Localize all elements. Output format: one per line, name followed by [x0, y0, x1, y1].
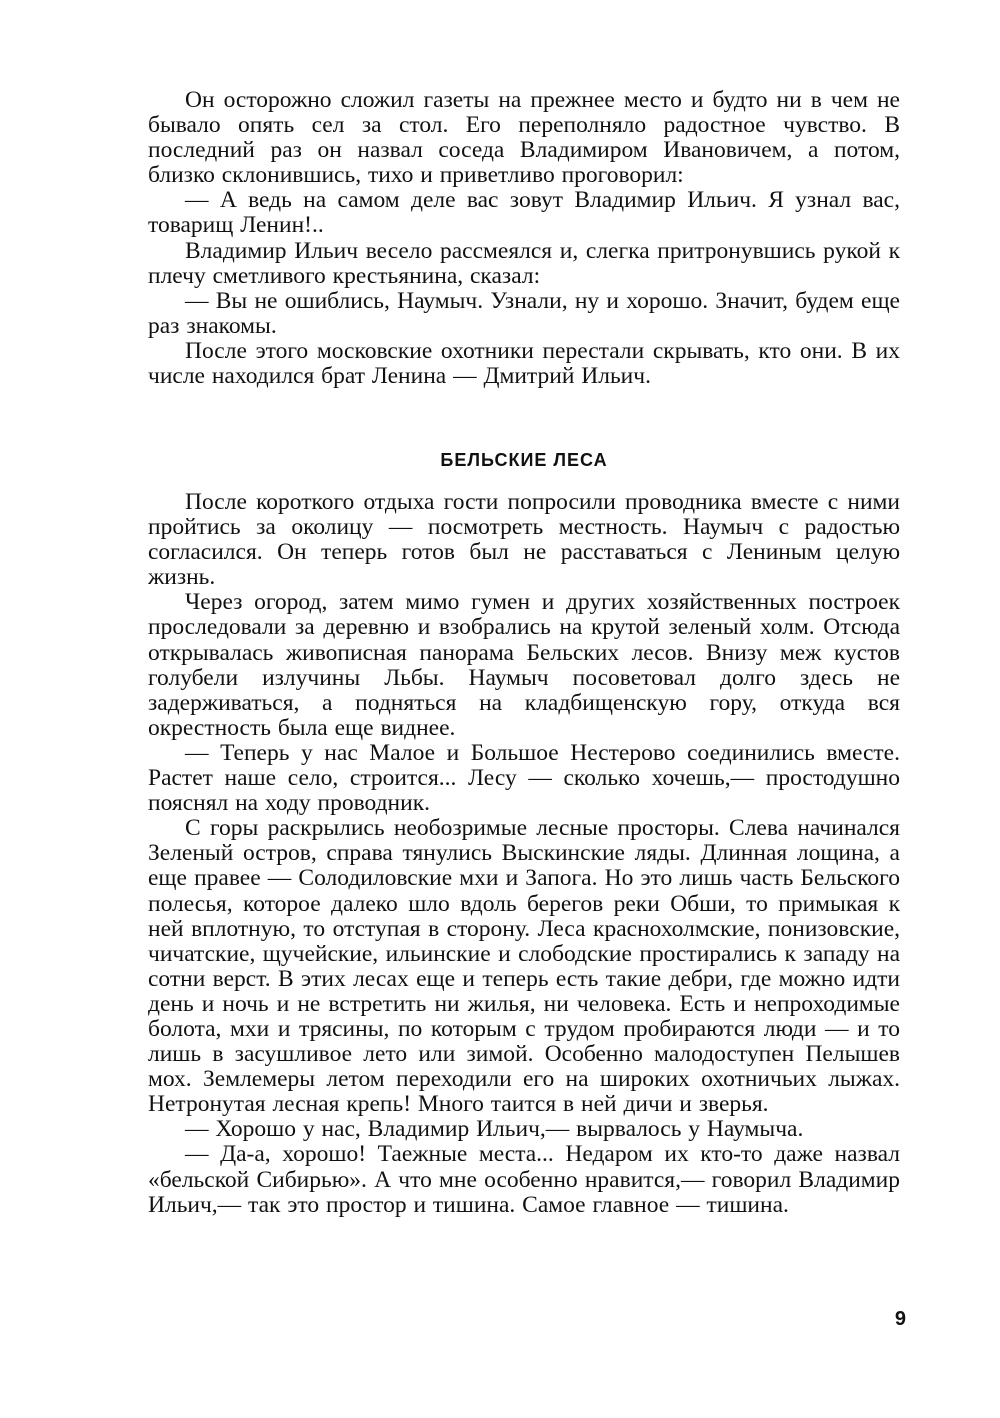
chapter-heading: БЕЛЬСКИЕ ЛЕСА: [440, 450, 608, 470]
text-section-2: [148, 490, 900, 1218]
paragraph: — А ведь на самом деле вас зовут Владимир Ильич. Я узнал вас, товарищ Ленин!..: [148, 187, 900, 239]
paragraph: Он осторожно сложил газеты на прежнее место и будто ни в чем не бывало опять сел за стол. Его переполняло радостное чувство. В последний раз он назвал соседа Владимиром Ивановичем, а потом, близко склонившись, тихо и приветливо проговорил:: [148, 87, 900, 189]
paragraph: С горы раскрылись необозримые лесные просторы. Слева начинался Зеленый остров, справа тянулись Выскинские ляды. Длинная лощина, а еще правее — Солодиловские мхи и Запога. Но это лишь часть Бельского полесья, которое далеко шло вдоль берегов реки Обши, то примыкая к ней вплотную, то отступая в сторону. Леса краснохолмские, понизовские, чичатские, щучейские, ильинские и слободские простирались к западу на сотни верст. В этих лесах еще и теперь есть такие дебри, где можно идти день и ночь и не встретить ни жилья, ни человека. Есть и непроходимые болота, мхи и трясины, по которым с трудом пробираются люди — и то лишь в засушливое лето или зимой. Особенно малодоступен Пелышев мох. Землемеры летом переходили его на широких охотничьих лыжах. Нетронутая лесная крепь! Много таится в ней дичи и зверья.: [148, 815, 900, 1118]
paragraph: Владимир Ильич весело рассмеялся и, слегка притронувшись рукой к плечу сметливого крестьянина, сказал:: [148, 237, 900, 289]
paragraph: После короткого отдыха гости попросили проводника вместе с ними пройтись за околицу — посмотреть местность. Наумыч с радостью согласился. Он теперь готов был не расставаться с Лениным целую жизнь.: [148, 489, 900, 591]
paragraph: — Хорошо у нас, Владимир Ильич,— вырвалось у Наумыча.: [185, 1116, 804, 1143]
page-number: 9: [894, 1308, 906, 1330]
paragraph: Через огород, затем мимо гумен и других хозяйственных построек проследовали за деревню и взобрались на крутой зеленый холм. Отсюда открывалась живописная панорама Бельских лесов. Внизу меж кустов голубели излучины Льбы. Наумыч посоветовал долго здесь не задерживаться, а подняться на кладбищенскую гору, откуда вся окрестность была еще виднее.: [148, 589, 900, 741]
paragraph: — Да-а, хорошо! Таежные места... Недаром их кто-то даже назвал «бельской Сибирью». А что мне особенно нравится,— говорил Владимир Ильич,— так это простор и тишина. Самое главное — тишина.: [148, 1141, 900, 1218]
paragraph: — Теперь у нас Малое и Большое Нестерово соединились вместе. Растет наше село, строится... Лесу — сколько хочешь,— простодушно пояснял на ходу проводник.: [148, 739, 900, 817]
paragraph: После этого московские охотники перестали скрывать, кто они. В их числе находился брат Ленина — Дмитрий Ильич.: [148, 337, 900, 390]
text-section-1: [148, 88, 900, 389]
paragraph: — Вы не ошиблись, Наумыч. Узнали, ну и хорошо. Значит, будем еще раз знакомы.: [148, 287, 900, 339]
